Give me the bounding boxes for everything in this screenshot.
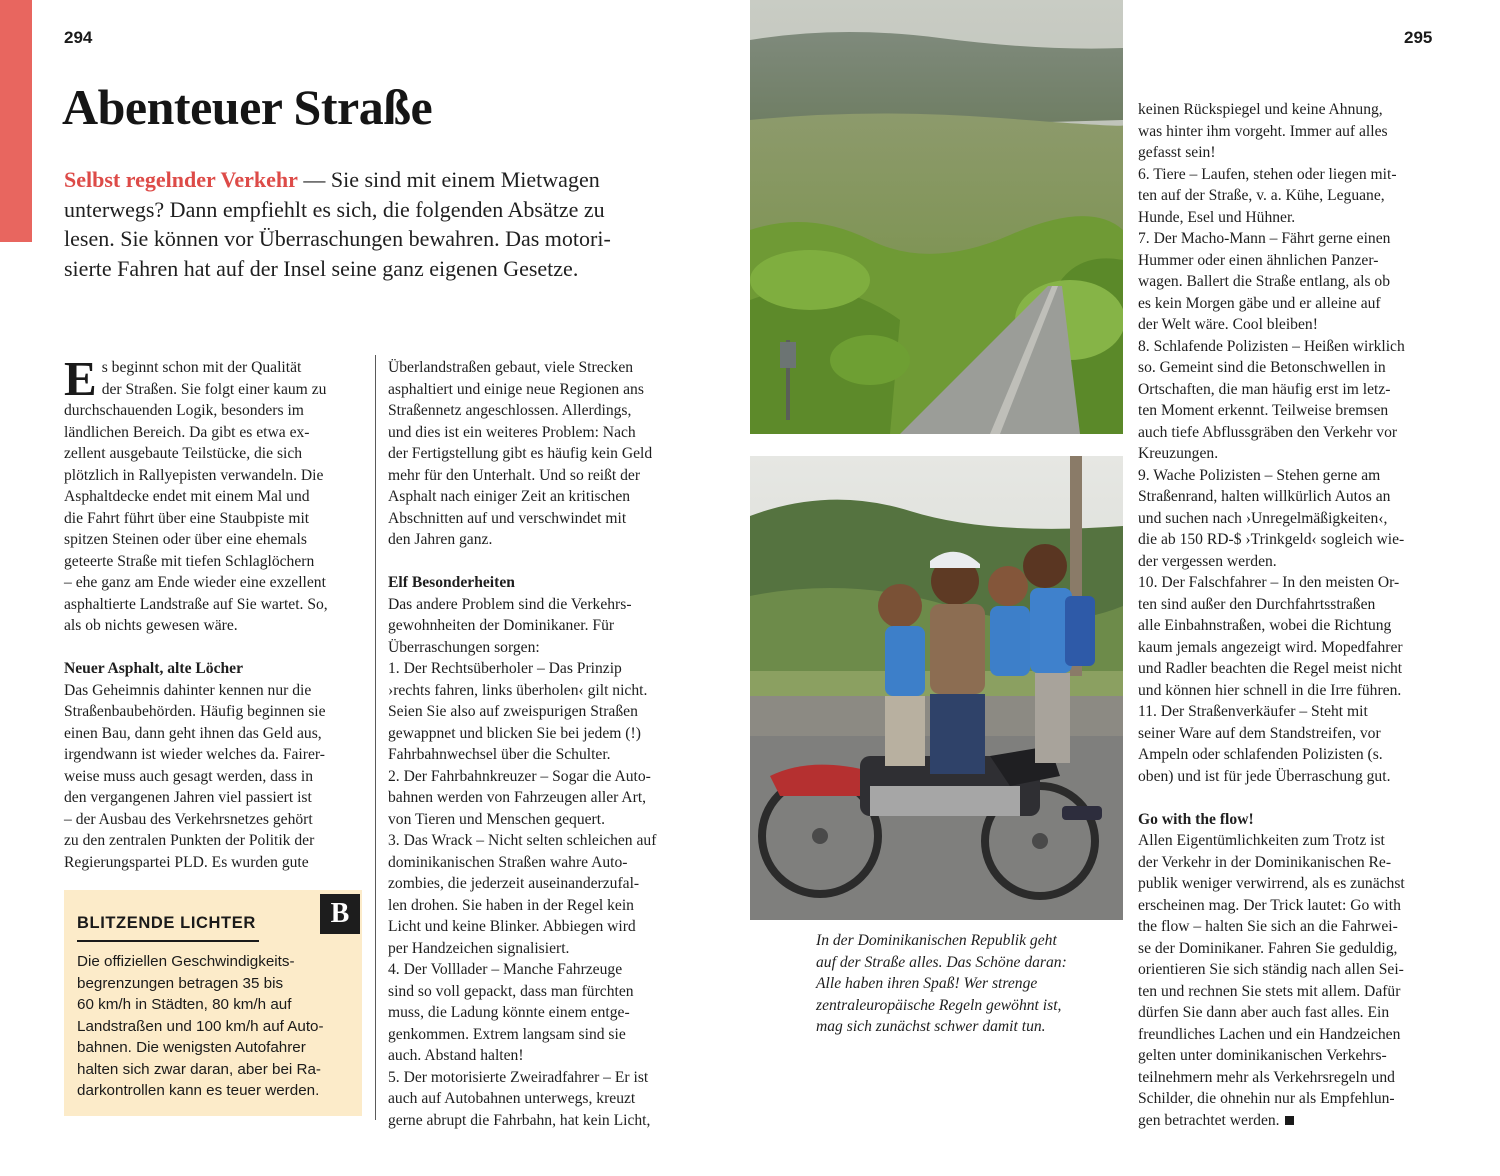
body-line: so. Gemeint sind die Betonschwellen in bbox=[1138, 359, 1386, 376]
body-line: als ob nichts gewesen wäre. bbox=[64, 617, 238, 634]
info-box-line: halten sich zwar daran, aber bei Ra- bbox=[77, 1060, 321, 1078]
body-line: Regierungspartei PLD. Es wurden gute bbox=[64, 853, 309, 871]
info-box-line: Landstraßen und 100 km/h auf Auto- bbox=[77, 1017, 324, 1035]
body-line: mehr für den Unterhalt. Und so reißt der bbox=[388, 466, 641, 484]
body-line: der vergessen werden. bbox=[1138, 552, 1277, 570]
caption-line: In der Dominikanischen Republik geht bbox=[816, 932, 1057, 949]
body-line: Seien Sie also auf zweispurigen Straßen bbox=[388, 703, 638, 720]
body-line: asphaltierte Landstraße auf Sie wartet. So, bbox=[64, 595, 328, 613]
body-line: Allen Eigentümlichkeiten zum Trotz ist bbox=[1138, 832, 1385, 849]
body-line: alle Einbahnstraßen, wobei die Richtung bbox=[1138, 617, 1392, 634]
body-line: bahnen werden von Fahrzeugen aller Art, bbox=[388, 789, 647, 806]
info-box-underline bbox=[77, 940, 259, 942]
body-line: von Tieren und Menschen gequert. bbox=[388, 810, 605, 828]
body-line: oben) und ist für jede Überraschung gut. bbox=[1138, 767, 1391, 785]
body-line: Das andere Problem sind die Verkehrs- bbox=[388, 595, 632, 613]
body-line: Asphalt nach einiger Zeit an kritischen bbox=[388, 488, 631, 505]
body-line: s beginnt schon mit der Qualität bbox=[101, 359, 302, 376]
road-landscape-photo bbox=[750, 0, 1123, 434]
body-line: teilnehmern mehr als Verkehrsregeln und bbox=[1138, 1068, 1395, 1086]
body-line: seiner Ware auf dem Standstreifen, vor bbox=[1138, 724, 1381, 742]
body-line: publik weniger verwirrend, als es zunächst bbox=[1138, 875, 1405, 892]
body-line: 11. Der Straßenverkäufer – Steht mit bbox=[1138, 703, 1368, 720]
lead-line: — Sie sind mit einem Mietwagen bbox=[297, 167, 600, 192]
info-box-line: 60 km/h in Städten, 80 km/h auf bbox=[77, 996, 292, 1013]
body-line: 2. Der Fahrbahnkreuzer – Sogar die Auto- bbox=[388, 767, 651, 785]
body-line: auch. Abstand halten! bbox=[388, 1047, 524, 1064]
body-line: kaum jemals angezeigt wird. Mopedfahrer bbox=[1138, 638, 1403, 656]
caption-line: Alle haben ihren Spaß! Wer strenge bbox=[816, 975, 1038, 992]
body-line: Überraschungen sorgen: bbox=[388, 638, 540, 656]
body-line: 9. Wache Polizisten – Stehen gerne am bbox=[1138, 466, 1381, 484]
info-box bbox=[64, 890, 362, 1116]
body-line: und Radler beachten die Regel meist nicht bbox=[1138, 660, 1403, 677]
body-line: weise muss auch gesagt werden, dass in bbox=[64, 767, 314, 785]
body-line: zu den zentralen Punkten der Politik der bbox=[64, 832, 315, 849]
body-line: freundliches Lachen und ein Handzeichen bbox=[1138, 1025, 1401, 1043]
body-line: Fahrbahnwechsel über die Schulter. bbox=[388, 746, 611, 763]
body-line: auch tiefe Abflussgräben den Verkehr vor bbox=[1138, 423, 1398, 441]
body-line: per Handzeichen signalisiert. bbox=[388, 939, 570, 957]
caption-line: zentraleuropäische Regeln gewöhnt ist, bbox=[816, 996, 1062, 1014]
body-line: – ehe ganz am Ende wieder eine exzellent bbox=[64, 574, 326, 591]
body-line: wagen. Ballert die Straße entlang, als ob bbox=[1138, 273, 1391, 290]
text-column-1 bbox=[64, 351, 362, 873]
info-box-line: Die offiziellen Geschwindigkeits- bbox=[77, 953, 295, 970]
body-line: zellent ausgebaute Teilstücke, die sich bbox=[64, 445, 303, 462]
body-line: geteerte Straße mit tiefen Schlaglöchern bbox=[64, 552, 315, 570]
body-line: die ab 150 RD-$ ›Trinkgeld‹ sogleich wie- bbox=[1138, 531, 1405, 548]
body-line: irgendwann ist wieder welches da. Fairer- bbox=[64, 746, 325, 763]
body-line: dürfen Sie dann aber auch fast alles. Ein bbox=[1138, 1004, 1390, 1021]
subheading-go-with-the-flow: Go with the flow! bbox=[1138, 810, 1254, 828]
body-line: 5. Der motorisierte Zweiradfahrer – Er ist bbox=[388, 1068, 649, 1086]
body-line: sind so voll gepackt, dass man fürchten bbox=[388, 982, 634, 1000]
body-line: ländlichen Bereich. Da gibt es etwa ex- bbox=[64, 423, 310, 441]
body-line: Abschnitten auf und verschwindet mit bbox=[388, 509, 627, 527]
body-line: ten und rechnen Sie stets mit allem. Dafür bbox=[1138, 982, 1401, 1000]
body-line: Hunde, Esel und Hühner. bbox=[1138, 208, 1296, 226]
body-line: den Jahren ganz. bbox=[388, 531, 493, 548]
body-line: Straßenrand, halten willkürlich Autos an bbox=[1138, 488, 1391, 505]
caption-line: auf der Straße alles. Das Schöne daran: bbox=[816, 953, 1067, 971]
subheading-elf-besonderheiten: Elf Besonderheiten bbox=[388, 574, 515, 591]
body-line: der Verkehr in der Dominikanischen Re- bbox=[1138, 853, 1392, 871]
body-line: ten auf der Straße, v. a. Kühe, Leguane, bbox=[1138, 187, 1385, 204]
body-line: was hinter ihm vorgeht. Immer auf alles bbox=[1138, 122, 1388, 140]
body-line: zombies, die jederzeit auseinanderzufal- bbox=[388, 875, 640, 892]
body-line: gewappnet und blicken Sie bei jedem (!) bbox=[388, 724, 641, 742]
body-line: Kreuzungen. bbox=[1138, 445, 1219, 462]
body-line: Überlandstraßen gebaut, viele Strecken bbox=[388, 359, 634, 376]
body-line: es kein Morgen gäbe und er alleine auf bbox=[1138, 294, 1381, 312]
body-line: dominikanischen Straßen wahre Auto- bbox=[388, 853, 628, 871]
photo-caption bbox=[816, 930, 1116, 1038]
body-line: gewohnheiten der Dominikaner. Für bbox=[388, 617, 615, 634]
body-line: durchschauenden Logik, besonders im bbox=[64, 402, 304, 419]
body-line: Schilder, die ohnehin nur als Empfehlun- bbox=[1138, 1090, 1395, 1107]
body-line: und suchen nach ›Unregelmäßigkeiten‹, bbox=[1138, 509, 1388, 527]
end-of-article-mark bbox=[1285, 1116, 1294, 1125]
info-box-text bbox=[77, 951, 357, 1102]
body-line bbox=[1138, 1110, 1436, 1132]
body-line: the flow – halten Sie sich an die Fahrwei- bbox=[1138, 918, 1398, 935]
drop-cap: E bbox=[64, 351, 97, 406]
body-line: gefasst sein! bbox=[1138, 144, 1216, 161]
lead-line: sierte Fahren hat auf der Insel seine ganz eigenen Gesetze. bbox=[64, 255, 579, 281]
body-line: 3. Das Wrack – Nicht selten schleichen auf bbox=[388, 832, 657, 849]
lead-line: unterwegs? Dann empfiehlt es sich, die folgenden Absätze zu bbox=[64, 196, 605, 222]
body-line: erscheinen mag. Der Trick lautet: Go with bbox=[1138, 896, 1401, 914]
body-line: Straßenbaubehörden. Häufig beginnen sie bbox=[64, 703, 326, 720]
body-line: und dies ist ein weiteres Problem: Nach bbox=[388, 423, 636, 441]
info-box-badge: B bbox=[320, 894, 360, 934]
body-line: 7. Der Macho-Mann – Fährt gerne einen bbox=[1138, 230, 1391, 247]
body-line: muss, die Ladung könnte einem entge- bbox=[388, 1004, 630, 1021]
page-number-left: 294 bbox=[64, 28, 93, 47]
body-line: 4. Der Volllader – Manche Fahrzeuge bbox=[388, 961, 623, 978]
lead-line: lesen. Sie können vor Überraschungen bewahren. Das motori- bbox=[64, 226, 611, 251]
text-column-2 bbox=[388, 357, 688, 1131]
body-line: der Welt wäre. Cool bleiben! bbox=[1138, 316, 1318, 333]
body-line: gerne abrupt die Fahrbahn, hat kein Licht, bbox=[388, 1111, 651, 1129]
article-title: Abenteuer Straße bbox=[62, 79, 433, 135]
body-line: den vergangenen Jahren viel passiert ist bbox=[64, 789, 312, 806]
info-box-line: darkontrollen kann es teuer werden. bbox=[77, 1082, 320, 1099]
body-line: Straßennetz angeschlossen. Allerdings, bbox=[388, 402, 632, 419]
body-line: – der Ausbau des Verkehrsnetzes gehört bbox=[64, 810, 313, 828]
body-line: 1. Der Rechtsüberholer – Das Prinzip bbox=[388, 660, 622, 677]
motorbike-family-photo bbox=[750, 456, 1123, 920]
body-line: der Straßen. Sie folgt einer kaum zu bbox=[101, 380, 327, 398]
body-line: Hummer oder einen ähnlichen Panzer- bbox=[1138, 251, 1379, 269]
caption-line: mag sich zunächst schwer damit tun. bbox=[816, 1018, 1046, 1035]
body-line: ›rechts fahren, links überholen‹ gilt nicht. bbox=[388, 681, 648, 699]
body-line: und können hier schnell in die Irre führen. bbox=[1138, 681, 1402, 699]
body-line: asphaltiert und einige neue Regionen ans bbox=[388, 380, 644, 398]
body-line: gelten unter dominikanischen Verkehrs- bbox=[1138, 1047, 1387, 1064]
body-line: spitzen Steinen oder über eine ehemals bbox=[64, 531, 307, 548]
body-line: keinen Rückspiegel und keine Ahnung, bbox=[1138, 101, 1383, 118]
lead-paragraph bbox=[64, 165, 696, 283]
body-line: der Fertigstellung gibt es häufig kein Geld bbox=[388, 445, 653, 462]
chapter-accent-bar bbox=[0, 0, 32, 242]
column-rule bbox=[375, 355, 376, 1120]
lead-heading: Selbst regelnder Verkehr bbox=[64, 167, 298, 192]
body-line: plötzlich in Rallyepisten verwandeln. Die bbox=[64, 466, 324, 484]
body-line: se der Dominikaner. Fahren Sie geduldig, bbox=[1138, 939, 1398, 957]
body-line: ten Moment erkennt. Teilweise bremsen bbox=[1138, 402, 1389, 419]
body-line: 6. Tiere – Laufen, stehen oder liegen mit- bbox=[1138, 165, 1397, 183]
body-line: einen Bau, dann geht ihnen das Geld aus, bbox=[64, 724, 322, 742]
body-line: 8. Schlafende Polizisten – Heißen wirklich bbox=[1138, 337, 1405, 355]
body-line: auch auf Autobahnen unterwegs, kreuzt bbox=[388, 1090, 636, 1107]
road-landscape-illustration bbox=[750, 0, 1123, 434]
body-line-text: gen betrachtet werden. bbox=[1138, 1111, 1280, 1129]
text-column-3 bbox=[1138, 99, 1436, 1131]
body-line: Ampeln oder schlafenden Polizisten (s. bbox=[1138, 746, 1383, 763]
info-box-title: BLITZENDE LICHTER bbox=[77, 914, 256, 932]
body-line: Asphaltdecke endet mit einem Mal und bbox=[64, 488, 310, 505]
body-line: die Fahrt führt über eine Staubpiste mit bbox=[64, 509, 310, 527]
body-line: Das Geheimnis dahinter kennen nur die bbox=[64, 681, 312, 699]
body-line: genkommen. Extrem langsam sind sie bbox=[388, 1025, 626, 1043]
body-line: Ortschaften, die man häufig erst im letz- bbox=[1138, 380, 1391, 398]
body-line: 10. Der Falschfahrer – In den meisten Or- bbox=[1138, 574, 1400, 591]
subheading-new-asphalt: Neuer Asphalt, alte Löcher bbox=[64, 660, 244, 677]
body-line: orientieren Sie sich ständig nach allen Sei- bbox=[1138, 961, 1404, 978]
info-box-line: begrenzungen betragen 35 bis bbox=[77, 974, 284, 992]
motorbike-family-illustration bbox=[750, 456, 1123, 920]
info-box-line: bahnen. Die wenigsten Autofahrer bbox=[77, 1039, 306, 1056]
body-line: Licht und keine Blinker. Abbiegen wird bbox=[388, 918, 636, 935]
page-number-right: 295 bbox=[1404, 28, 1433, 47]
body-line: ten sind außer den Durchfahrtsstraßen bbox=[1138, 595, 1376, 613]
body-line: len drohen. Sie haben in der Regel kein bbox=[388, 896, 634, 914]
